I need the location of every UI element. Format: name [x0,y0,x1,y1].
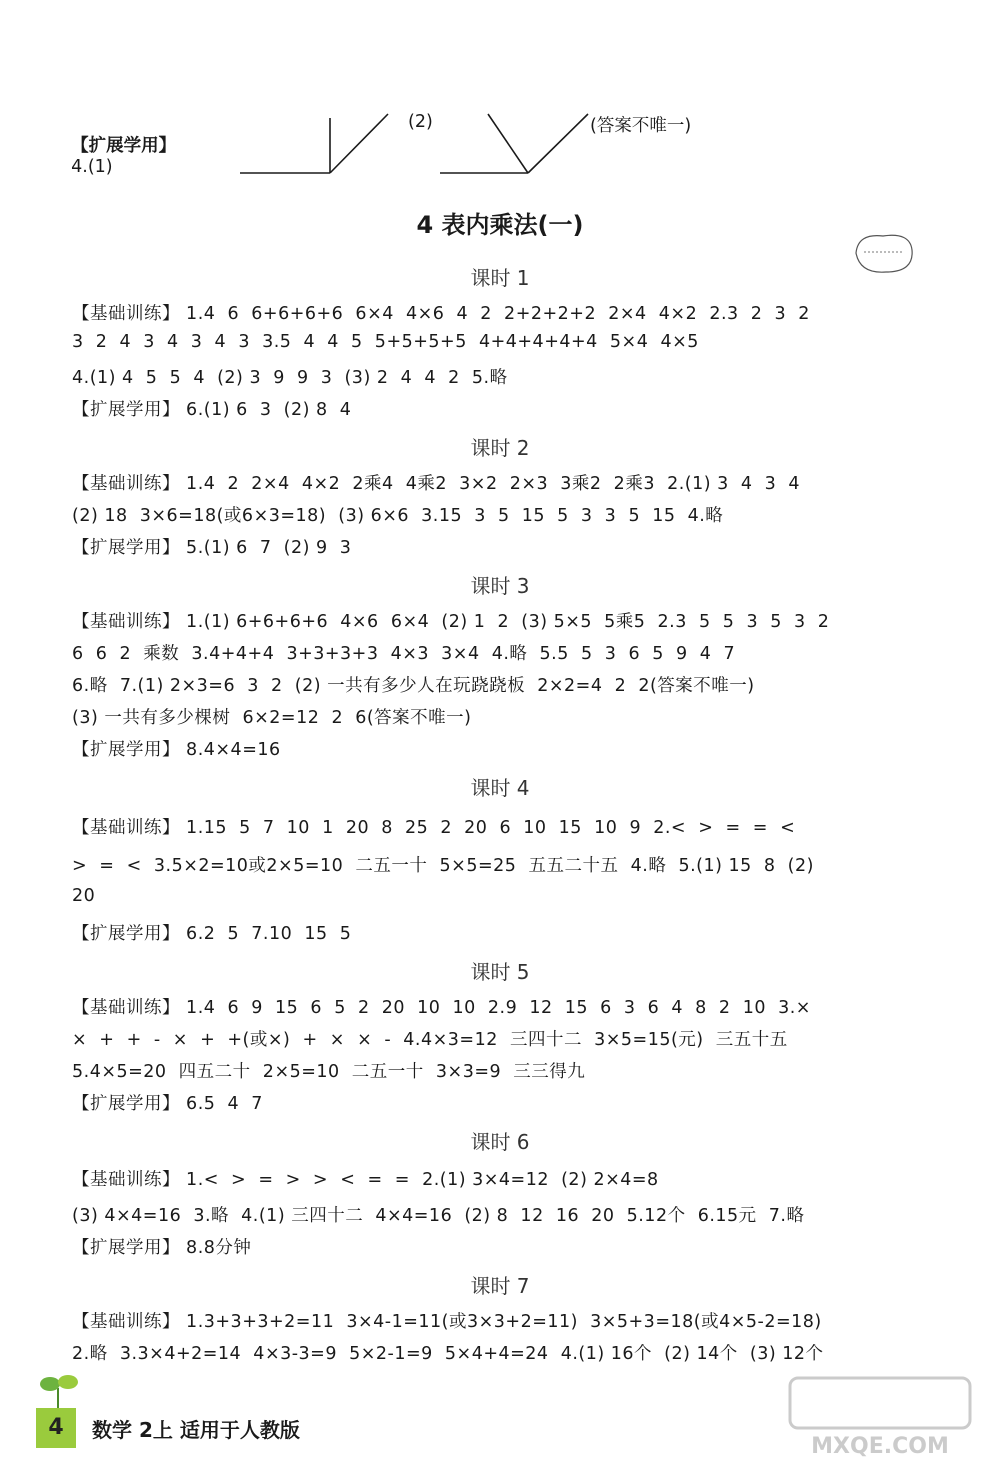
angle-drawing-2 [440,114,588,173]
lesson-heading: 课时 3 [470,574,530,598]
lesson-heading: 课时 1 [470,266,530,290]
angle-drawings [0,0,1000,200]
answer-line: 4.(1) 4 5 5 4 (2) 3 9 9 3 (3) 2 4 4 2 5.略 [72,368,508,388]
answer-line: 【扩展学用】 6.2 5 7.10 15 5 [72,924,352,944]
answer-line: 【扩展学用】 6.5 4 7 [72,1094,263,1114]
answer-line: 20 [72,886,96,906]
answer-line: 【基础训练】 1.4 6 6+6+6+6 6×4 4×6 4 2 2+2+2+2 2×4 4×2 2.3 2 3 2 [72,304,810,324]
lesson-heading: 课时 6 [470,1130,530,1154]
lesson-heading: 课时 5 [470,960,530,984]
answer-line: 【基础训练】 1.4 2 2×4 4×2 2乘4 4乘2 3×2 2×3 3乘2 2乘3 2.(1) 3 4 3 4 [72,474,801,494]
answer-line: > = < 3.5×2=10或2×5=10 二五一十 5×5=25 五五二十五 4.略 5.(1) 15 8 (2) [72,856,814,876]
answer-line: 【扩展学用】 6.(1) 6 3 (2) 8 4 [72,400,352,420]
answer-line: 【基础训练】 1.3+3+3+2=11 3×4-1=11(或3×3+2=11) 3×5+3=18(或4×5-2=18) [72,1312,822,1332]
page-number: 4 [36,1408,76,1448]
answer-line: 【扩展学用】 8.8分钟 [72,1238,252,1258]
sprout-icon [38,1370,88,1410]
watermark-text: MXQE.COM [811,1434,949,1459]
extension-part2: (2) [408,112,433,132]
extension-item: 4.(1) [71,157,113,177]
answer-line: 3 2 4 3 4 3 4 3 3.5 4 4 5 5+5+5+5 4+4+4+4+4 5×4 4×5 [72,332,699,352]
answer-line: 【扩展学用】 5.(1) 6 7 (2) 9 3 [72,538,352,558]
lesson-heading: 课时 7 [470,1274,530,1298]
site-watermark-logo [780,1373,980,1463]
answer-line: (3) 一共有多少棵树 6×2=12 2 6(答案不唯一) [72,708,472,728]
answer-line: (3) 4×4=16 3.略 4.(1) 三四十二 4×4=16 (2) 8 12 16 20 5.12个 6.15元 7.略 [72,1206,805,1226]
answer-line: 【扩展学用】 8.4×4=16 [72,740,281,760]
answer-line: 2.略 3.3×4+2=14 4×3-3=9 5×2-1=9 5×4+4=24 4.(1) 16个 (2) 14个 (3) 12个 [72,1344,824,1364]
chapter-title: 4 表内乘法(一) [416,211,584,239]
answer-line: 6.略 7.(1) 2×3=6 3 2 (2) 一共有多少人在玩跷跷板 2×2=4 2 2(答案不唯一) [72,676,755,696]
extension-tag: 【扩展学用】 [71,136,177,156]
book-title: 数学 2上 适用于人教版 [92,1418,300,1442]
answer-line: 6 6 2 乘数 3.4+4+4 3+3+3+3 4×3 3×4 4.略 5.5 5 3 6 5 9 4 7 [72,644,736,664]
extension-note: (答案不唯一) [590,116,692,136]
answer-line: (2) 18 3×6=18(或6×3=18) (3) 6×6 3.15 3 5 15 5 3 3 5 15 4.略 [72,506,724,526]
lesson-heading: 课时 4 [470,776,530,800]
page-footer [36,1370,356,1450]
answer-line: × + + - × + +(或×) + × × - 4.4×3=12 三四十二 3×5=15(元) 三五十五 [72,1030,788,1050]
answer-line: 【基础训练】 1.< > = > > < = = 2.(1) 3×4=12 (2) 2×4=8 [72,1170,659,1190]
answer-line: 【基础训练】 1.(1) 6+6+6+6 4×6 6×4 (2) 1 2 (3) 5×5 5乘5 2.3 5 5 3 5 3 2 [72,612,830,632]
answer-line: 【基础训练】 1.15 5 7 10 1 20 8 25 2 20 6 10 15 10 9 2.< > = = < [72,818,796,838]
lesson-heading: 课时 2 [470,436,530,460]
answer-line: 【基础训练】 1.4 6 9 15 6 5 2 20 10 10 2.9 12 15 6 3 6 4 8 2 10 3.× [72,998,811,1018]
angle-drawing-1 [240,114,388,173]
answer-line: 5.4×5=20 四五二十 2×5=10 二五一十 3×3=9 三三得九 [72,1062,586,1082]
